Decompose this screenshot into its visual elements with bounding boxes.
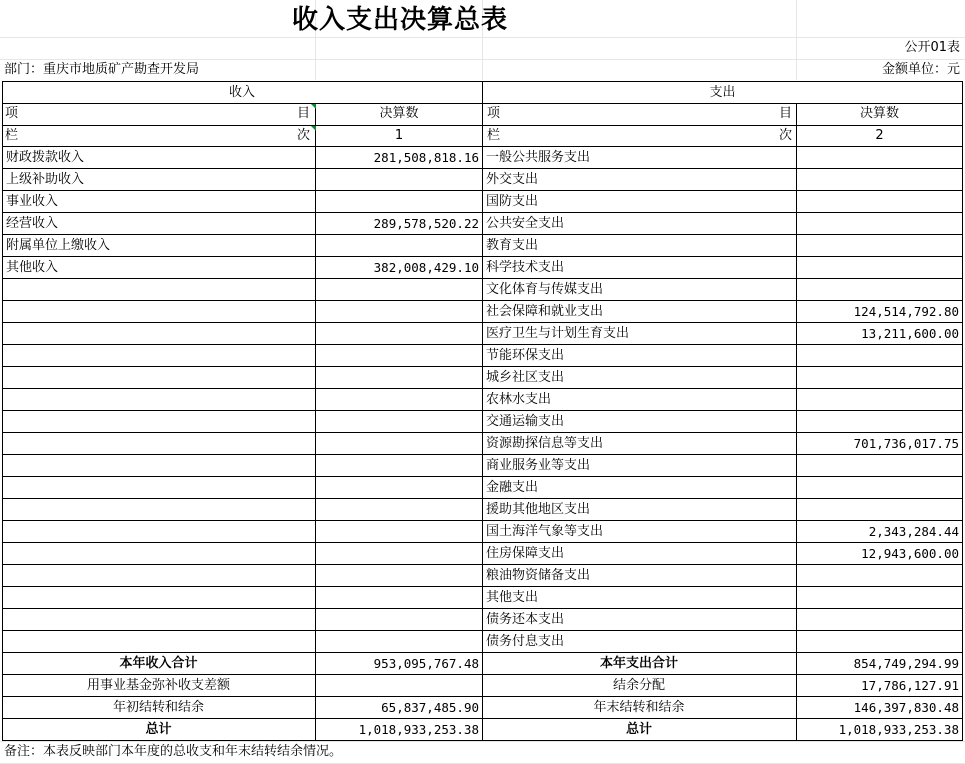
income-amount-cell: [315, 631, 482, 652]
expense-amount-cell: [796, 367, 962, 388]
form-code: 公开01表: [904, 40, 960, 55]
expense-amount-cell: [796, 147, 962, 168]
column-label-left: 栏: [5, 128, 19, 143]
income-item-cell: 上级补助收入: [6, 172, 85, 187]
expense-amount-cell: [796, 345, 962, 366]
expense-amount-cell: 124,514,792.80: [853, 304, 959, 319]
expense-item-cell: 教育支出: [486, 238, 539, 253]
expense-amount-cell: [796, 455, 962, 476]
income-amount-cell: [315, 543, 482, 564]
income-item-cell: [2, 301, 315, 322]
column-label-right: 次: [296, 128, 310, 143]
expense-amount-cell: 12,943,600.00: [861, 546, 959, 561]
expense-amount-cell: [796, 499, 962, 520]
cell-comment-marker: [311, 126, 316, 131]
expense-item-cell: 节能环保支出: [486, 348, 565, 363]
item-label-right: 目: [296, 106, 310, 121]
expense-item-cell: 国防支出: [486, 194, 539, 209]
income-item-cell: [2, 565, 315, 586]
income-item-cell: [2, 411, 315, 432]
income-amount-cell: 281,508,818.16: [373, 150, 479, 165]
income-item-cell: [2, 367, 315, 388]
income-item-cell: [2, 587, 315, 608]
income-header: 收入: [228, 85, 255, 100]
income-item-cell: [2, 499, 315, 520]
expense-item-cell: 债务付息支出: [486, 634, 565, 649]
income-item-cell: [2, 433, 315, 454]
income-item-cell: 附属单位上缴收入: [6, 238, 111, 253]
column-number-income: 1: [394, 128, 404, 143]
income-item-cell: [2, 279, 315, 300]
summary-income-label: 用事业基金弥补收支差额: [86, 678, 230, 693]
expense-amount-cell: [796, 565, 962, 586]
expense-item-cell: 国土海洋气象等支出: [486, 524, 604, 539]
column-number-expense: 2: [875, 128, 884, 143]
summary-expense-amount: 854,749,294.99: [853, 656, 959, 671]
item-label-left-expense: 项: [487, 106, 501, 121]
income-amount-cell: [315, 499, 482, 520]
income-item-cell: [2, 609, 315, 630]
expense-item-cell: 交通运输支出: [486, 414, 565, 429]
expense-item-cell: 住房保障支出: [486, 546, 565, 561]
income-amount-cell: [315, 169, 482, 190]
income-item-cell: [2, 477, 315, 498]
income-item-cell: [2, 323, 315, 344]
expense-amount-cell: [796, 257, 962, 278]
expense-amount-cell: [796, 609, 962, 630]
expense-amount-cell: 13,211,600.00: [861, 326, 959, 341]
income-amount-cell: [315, 477, 482, 498]
income-item-cell: [2, 455, 315, 476]
expense-item-cell: 其他支出: [486, 590, 539, 605]
expense-item-cell: 援助其他地区支出: [486, 502, 591, 517]
summary-expense-label: 年末结转和结余: [593, 700, 685, 715]
expense-amount-cell: [796, 213, 962, 234]
expense-amount-cell: [796, 389, 962, 410]
item-label-right-expense: 目: [778, 106, 792, 121]
income-amount-cell: 289,578,520.22: [373, 216, 479, 231]
cell-comment-marker: [311, 104, 316, 109]
amount-header-income: 决算数: [379, 106, 419, 121]
income-item-cell: [2, 521, 315, 542]
summary-income-amount: [315, 675, 482, 696]
income-item-cell: 事业收入: [6, 194, 59, 209]
income-amount-cell: [315, 191, 482, 212]
expense-header: 支出: [709, 85, 736, 100]
income-item-cell: [2, 389, 315, 410]
expense-amount-cell: [796, 411, 962, 432]
income-amount-cell: 382,008,429.10: [373, 260, 479, 275]
income-item-cell: 经营收入: [6, 216, 59, 231]
summary-income-label: 年初结转和结余: [112, 700, 204, 715]
expense-item-cell: 公共安全支出: [486, 216, 565, 231]
income-amount-cell: [315, 587, 482, 608]
income-amount-cell: [315, 433, 482, 454]
income-item-cell: [2, 345, 315, 366]
summary-income-amount: 953,095,767.48: [373, 656, 479, 671]
expense-item-cell: 金融支出: [486, 480, 539, 495]
income-amount-cell: [315, 279, 482, 300]
income-amount-cell: [315, 389, 482, 410]
summary-income-label: 总计: [145, 722, 172, 737]
summary-expense-label: 本年支出合计: [599, 656, 678, 671]
income-amount-cell: [315, 455, 482, 476]
income-amount-cell: [315, 235, 482, 256]
summary-expense-amount: 1,018,933,253.38: [838, 722, 959, 737]
footnote: 备注：本表反映部门本年度的总收支和年末结转结余情况。: [4, 744, 343, 759]
unit-label: 金额单位：元: [881, 62, 960, 77]
summary-expense-amount: 17,786,127.91: [861, 678, 959, 693]
expense-item-cell: 商业服务业等支出: [486, 458, 591, 473]
expense-amount-cell: 2,343,284.44: [868, 524, 959, 539]
expense-amount-cell: [796, 235, 962, 256]
expense-amount-cell: [796, 169, 962, 190]
income-amount-cell: [315, 323, 482, 344]
income-amount-cell: [315, 367, 482, 388]
department-label: 部门：重庆市地质矿产勘查开发局: [4, 62, 200, 77]
expense-amount-cell: [796, 191, 962, 212]
expense-amount-cell: [796, 631, 962, 652]
income-item-cell: 其他收入: [6, 260, 59, 275]
table-border: [962, 81, 963, 741]
summary-expense-label: 结余分配: [612, 678, 665, 693]
expense-item-cell: 农林水支出: [486, 392, 552, 407]
expense-amount-cell: [796, 587, 962, 608]
column-label-left-expense: 栏: [487, 128, 501, 143]
income-amount-cell: [315, 301, 482, 322]
amount-header-expense: 决算数: [859, 106, 899, 121]
summary-income-label: 本年收入合计: [119, 656, 198, 671]
expense-item-cell: 文化体育与传媒支出: [486, 282, 604, 297]
expense-item-cell: 科学技术支出: [486, 260, 565, 275]
expense-item-cell: 社会保障和就业支出: [486, 304, 604, 319]
expense-amount-cell: [796, 477, 962, 498]
summary-expense-amount: 146,397,830.48: [853, 700, 959, 715]
income-item-cell: 财政拨款收入: [6, 150, 85, 165]
gridline: [796, 0, 797, 80]
expense-item-cell: 一般公共服务支出: [486, 150, 591, 165]
income-item-cell: [2, 631, 315, 652]
expense-amount-cell: [796, 279, 962, 300]
expense-item-cell: 资源勘探信息等支出: [486, 436, 604, 451]
expense-item-cell: 城乡社区支出: [486, 370, 565, 385]
income-amount-cell: [315, 565, 482, 586]
income-amount-cell: [315, 411, 482, 432]
income-amount-cell: [315, 345, 482, 366]
column-label-right-expense: 次: [778, 128, 792, 143]
item-label-left: 项: [5, 106, 19, 121]
income-item-cell: [2, 543, 315, 564]
summary-income-amount: 65,837,485.90: [381, 700, 479, 715]
summary-expense-label: 总计: [625, 722, 652, 737]
expense-item-cell: 债务还本支出: [486, 612, 565, 627]
expense-item-cell: 医疗卫生与计划生育支出: [486, 326, 630, 341]
expense-item-cell: 粮油物资储备支出: [486, 568, 591, 583]
expense-item-cell: 外交支出: [486, 172, 539, 187]
income-amount-cell: [315, 609, 482, 630]
summary-income-amount: 1,018,933,253.38: [358, 722, 479, 737]
page-title: 收入支出决算总表: [291, 5, 508, 35]
income-amount-cell: [315, 521, 482, 542]
expense-amount-cell: 701,736,017.75: [853, 436, 959, 451]
